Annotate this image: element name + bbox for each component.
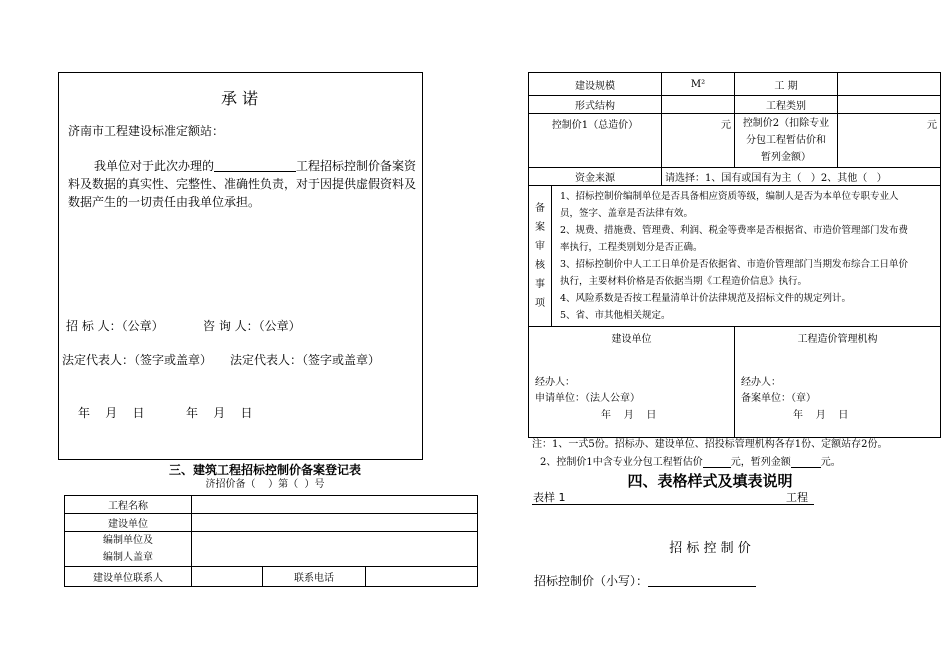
review-items — [552, 186, 940, 326]
register-label-compile-unit — [65, 532, 192, 567]
fund-source-choice: 请选择：1、国有或国有为主（ ）2、其他（ ） — [662, 168, 941, 186]
review-item: 员，签字、盖章是否法律有效。 — [560, 208, 694, 219]
cost-agency-date: 年 月 日 — [793, 410, 849, 421]
review-item: 3、招标控制价中人工工日单价是否依据省、市造价管理部门当期发布综合工日单价 — [560, 259, 909, 270]
review-label-char: 事 — [535, 279, 545, 290]
register-value-contact — [192, 567, 263, 587]
register-label-phone: 联系电话 — [263, 567, 366, 587]
handler-left: 经办人： — [535, 377, 575, 388]
sign-tenderer: 招 标 人：（公章） — [66, 319, 164, 333]
promise-title: 承 诺 — [220, 89, 259, 108]
date-left: 年 月 日 — [78, 406, 145, 420]
period-label: 工 期 — [735, 73, 838, 96]
control-price-title: 招 标 控 制 价 — [669, 541, 751, 556]
amount-blank[interactable] — [648, 572, 756, 587]
register-value-construction-unit — [192, 514, 478, 532]
promise-body-line2: 料及数据的真实性、完整性、准确性负责，对于因提供虚假资料及 — [68, 177, 417, 191]
category-label: 工程类别 — [735, 96, 838, 114]
note-2-blank-a — [703, 456, 731, 468]
review-item: 1、招标控制价编制单位是否具备相应资质等级，编制人是否为本单位专职专业人 — [560, 191, 899, 202]
sample-label: 表样 1 — [533, 491, 566, 504]
record-table — [528, 72, 941, 438]
register-label-project-name: 工程名称 — [65, 496, 192, 514]
sign-legal-rep-right: 法定代表人：（签字或盖章） — [230, 353, 381, 367]
control-price-unit: 元 — [662, 114, 735, 168]
review-side-label — [529, 186, 552, 326]
promise-body-line3: 数据产生的一切责任由我单位承担。 — [68, 195, 261, 209]
register-label-contact: 建设单位联系人 — [65, 567, 192, 587]
fund-source-label: 资金来源 — [529, 168, 662, 186]
amount-label: 招标控制价（小写）： — [534, 574, 649, 588]
review-item: 率执行，工程类别划分是否正确。 — [560, 242, 703, 253]
review-label-char: 案 — [535, 222, 545, 233]
control-price2-label — [735, 114, 838, 168]
note-2-blank-b — [791, 456, 821, 468]
register-value-phone — [366, 567, 478, 587]
review-label-char: 审 — [535, 241, 545, 252]
category-value — [838, 96, 941, 114]
control-price2-line2: 分包工程暂估价和 — [746, 135, 826, 146]
review-label-char: 项 — [535, 298, 545, 309]
sign-legal-rep-left: 法定代表人：（签字或盖章） — [62, 353, 213, 367]
build-unit-cell — [529, 327, 735, 438]
promise-blank — [214, 157, 296, 172]
review-label-char: 备 — [535, 203, 545, 214]
review-item: 5、省、市其他相关规定。 — [560, 310, 671, 321]
structure-value — [662, 96, 735, 114]
control-price2-line1: 控制价2（扣除专业 — [742, 118, 830, 129]
register-label-compile-unit-2: 编制人盖章 — [103, 552, 153, 563]
note-1: 注：1、一式5份。招标办、建设单位、招投标管理机构各存1份、定额站存2份。 — [532, 439, 888, 450]
scale-unit: M² — [662, 73, 735, 96]
note-2-part-c: 元。 — [820, 457, 841, 468]
cost-agency-cell — [735, 327, 941, 438]
control-price-label: 控制价1（总造价） — [529, 114, 662, 168]
note-2 — [540, 456, 841, 469]
register-label-construction-unit: 建设单位 — [65, 514, 192, 532]
register-subtitle: 济招价备（ ）第（ ）号 — [205, 479, 325, 490]
review-cell — [529, 186, 941, 327]
control-price2-unit: 元 — [838, 114, 941, 168]
build-unit-label: 建设单位 — [611, 334, 652, 345]
register-value-project-name — [192, 496, 478, 514]
scale-label: 建设规模 — [529, 73, 662, 96]
sample-line — [532, 490, 814, 505]
promise-body-line1 — [94, 157, 416, 175]
review-item: 执行，主要材料价格是否依据当期《工程造价信息》执行。 — [560, 276, 808, 287]
section4-heading: 四、表格样式及填表说明 — [627, 472, 793, 490]
review-item: 2、规费、措施费、管理费、利润、税金等费率是否根据省、市造价管理部门发布费 — [560, 225, 909, 236]
promise-body-part1: 我单位对于此次办理的 — [94, 159, 215, 173]
apply-unit: 申请单位：（法人公章） — [535, 393, 640, 404]
sample-project-suffix: 工程 — [786, 491, 808, 504]
date-right: 年 月 日 — [186, 406, 253, 420]
period-value — [838, 73, 941, 96]
note-2-part-a: 2、控制价1中含专业分包工程暂估价 — [540, 457, 703, 468]
control-price2-line3: 暂列金额） — [761, 152, 811, 163]
sign-consultant: 咨 询 人：（公章） — [203, 319, 301, 333]
structure-label: 形式结构 — [529, 96, 662, 114]
promise-addressee: 济南市工程建设标准定额站： — [68, 124, 225, 138]
register-table — [64, 495, 478, 587]
review-item: 4、风险系数是否按工程量清单计价法律规范及招标文件的规定列计。 — [560, 293, 852, 304]
register-label-compile-unit-1: 编制单位及 — [103, 535, 153, 546]
handler-right: 经办人： — [741, 377, 781, 388]
cost-agency-label: 工程造价管理机构 — [797, 334, 878, 345]
register-heading: 三、建筑工程招标控制价备案登记表 — [168, 463, 361, 477]
register-value-compile-unit — [192, 532, 478, 567]
note-2-part-b: 元，暂列金额 — [730, 457, 791, 468]
review-label-char: 核 — [535, 260, 545, 271]
build-unit-date: 年 月 日 — [601, 410, 657, 421]
amount-row — [534, 572, 756, 589]
record-unit: 备案单位：（章） — [741, 393, 816, 404]
promise-body-part2: 工程招标控制价备案资 — [296, 159, 417, 173]
